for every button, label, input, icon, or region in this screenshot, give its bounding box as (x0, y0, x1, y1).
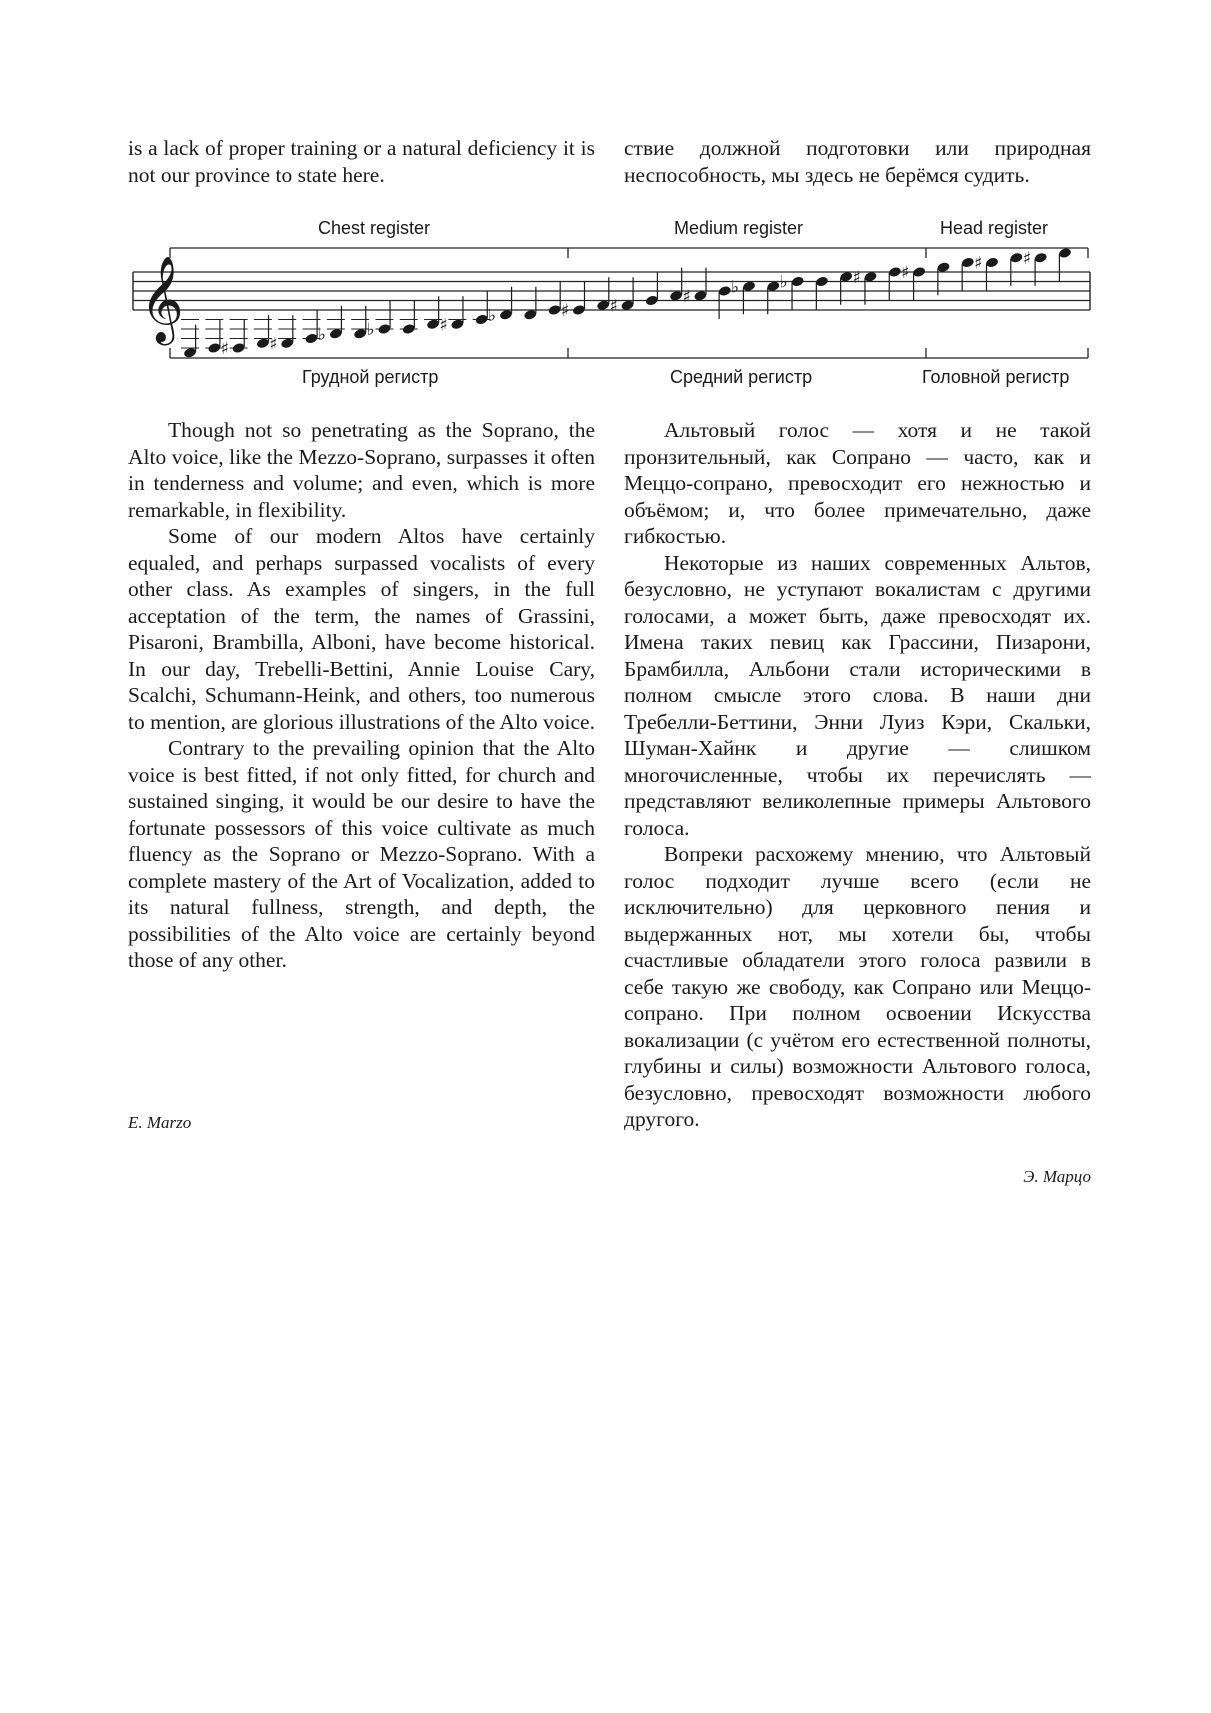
paragraph-russian-1: Альтовый голос — хотя и не такой пронзительный, как Сопрано — часто, как и Меццо-сопрано, превосходит его нежностью и объёмом; и, что более примечательно, даже гибкостью. (624, 418, 1091, 548)
scale-notes (181, 247, 1072, 359)
note-head (232, 342, 246, 354)
chest-register-label: Chest register (318, 218, 431, 238)
note-head (572, 304, 586, 316)
note-head (402, 323, 416, 335)
sharp-icon: ♯ (852, 267, 861, 288)
head-register-label: Head register (940, 218, 1049, 238)
medium-register-label-ru: Средний регистр (670, 367, 813, 387)
note-head (1009, 252, 1023, 264)
sharp-icon: ♯ (682, 286, 691, 307)
top-paragraph-russian: ствие должной подготовки или природная неспособность, мы здесь не берёмся судить. (624, 136, 1091, 187)
paragraph-english-1: Though not so penetrating as the Soprano, the Alto voice, like the Mezzo-Soprano, surpasses it often in tenderness and volume; and even, which is more remarkable, in flexibility. (128, 418, 595, 522)
note-head (1034, 252, 1048, 264)
medium-register-label: Medium register (674, 218, 804, 238)
treble-clef-glyph: 𝄞 (140, 256, 184, 342)
sharp-icon: ♯ (439, 315, 448, 336)
note-head (791, 275, 805, 287)
treble-clef-icon (140, 256, 184, 346)
paragraph-russian-3: Вопреки расхожему мнению, что Альтовый голос подходит лучше всего (если не исключительно) для церковного пения и выдержанных нот, мы хотели бы, чтобы счастливые обладатели этого голоса развили в себе такую же свободу, как Сопрано или Меццо-сопрано. При полном освоении Искусства вокализации (с учётом его естественной полноты, глубины и силы) возможности Альтового голоса, безусловно, превосходят возможности любого другого. (624, 842, 1091, 1131)
flat-icon: ♭ (487, 305, 497, 326)
note-head (547, 304, 561, 316)
sharp-icon: ♯ (560, 301, 570, 321)
sharp-icon: ♯ (269, 334, 278, 355)
sharp-icon: ♯ (609, 296, 618, 317)
note-head (815, 275, 829, 287)
note-head (718, 285, 732, 297)
sharp-icon: ♯ (901, 263, 910, 283)
head-register-label-ru: Головной регистр (922, 367, 1070, 387)
sharp-icon: ♯ (220, 339, 229, 359)
sharp-icon: ♯ (974, 253, 983, 274)
register-score (0, 0, 1211, 400)
chest-register-label-ru: Грудной регистр (302, 367, 439, 387)
note-head (304, 332, 318, 344)
paragraph-english-3: Contrary to the prevailing opinion that the Alto voice is best fitted, if not only fitted, for church and sustained singing, it would be our desire to have the fortunate possessors of this voice cultivate as much fluency as the Soprano or Mezzo-Soprano. With a complete mastery of the Art of Vocalization, added to its natural fullness, strength, and depth, the possibilities of the Alto voice are certainly beyond those of any other. (128, 736, 595, 972)
note-head (888, 266, 902, 278)
note-head (1058, 247, 1072, 259)
body-text-english (128, 417, 595, 974)
paragraph-russian-2: Некоторые из наших современных Альтов, безусловно, не уступают вокалистам с другими голосами, а может быть, даже превосходят их. Имена таких певиц как Грассини, Пизарони, Брамбилла, Альбони стали историческими в полном смысле этого слова. В наши дни Требелли-Беттини, Энни Луиз Кэри, Скальки, Шуман-Хайнк и другие — слишком многочисленные, чтобы их перечислять — представляют великолепные примеры Альтового голоса. (624, 550, 1091, 840)
note-head (912, 266, 926, 278)
note-head (961, 256, 975, 268)
flat-icon: ♭ (731, 277, 740, 298)
flat-icon: ♭ (317, 324, 326, 345)
note-head (377, 323, 391, 335)
signature-russian: Э. Марцо (1023, 1167, 1091, 1186)
sharp-icon: ♯ (1022, 248, 1031, 269)
top-paragraph-english: is a lack of proper training or a natural deficiency it is not our province to state here. (128, 136, 595, 187)
note-head (645, 294, 659, 306)
note-head (475, 313, 489, 325)
flat-icon: ♭ (779, 272, 788, 293)
flat-icon: ♭ (366, 320, 375, 340)
signature-english: E. Marzo (128, 1113, 192, 1132)
note-head (985, 256, 999, 268)
body-text-russian (624, 417, 1091, 1133)
note-head (207, 342, 221, 354)
paragraph-english-2: Some of our modern Altos have certainly equaled, and perhaps surpassed vocalists of every other class. As examples of singers, in the full acceptation of the term, the names of Grassini, Pisaroni, Brambilla, Alboni, have become historical. In our day, Trebelli-Bettini, Annie Louise Cary, Scalchi, Schumann-Heink, and others, too numerous to mention, are glorious illustrations of the Alto voice. (128, 524, 595, 734)
